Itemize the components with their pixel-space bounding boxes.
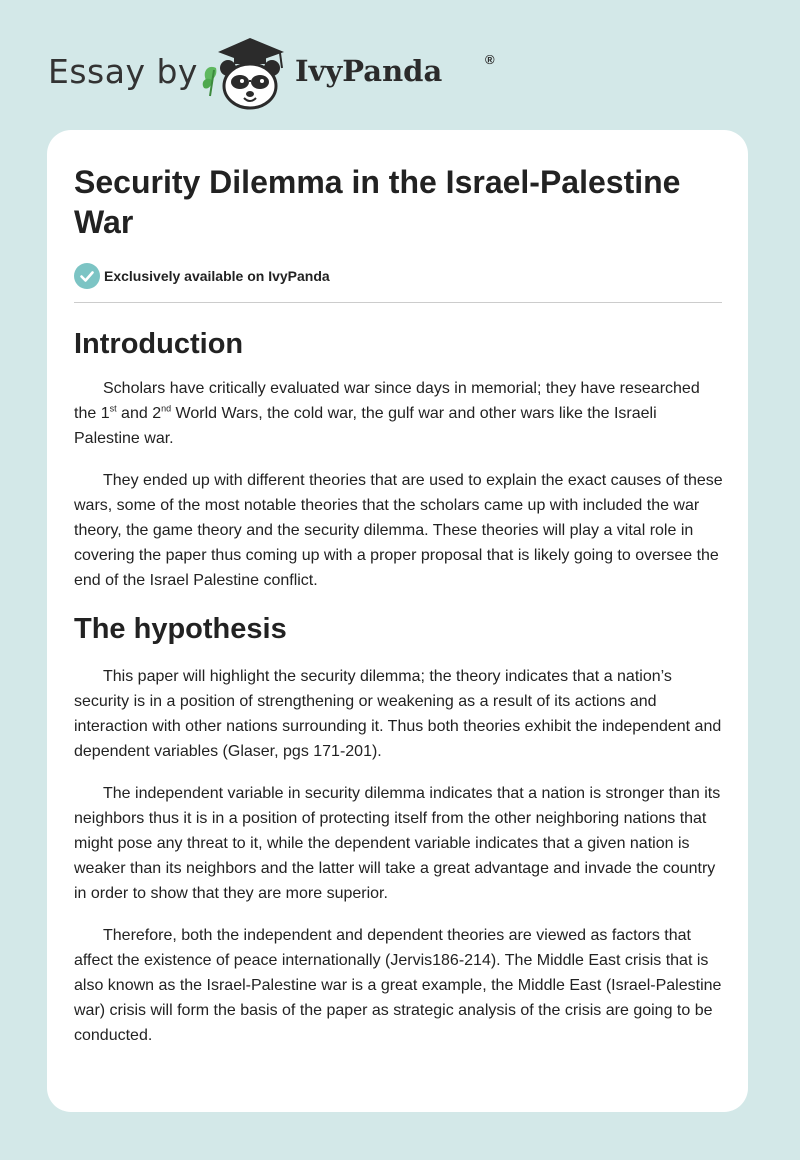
paragraph: They ended up with different theories that are used to explain the exact causes of these wars, some of the most notable theories that the scholars came up with included the war theory, the game theory and the security dilemma. These theories will play a vital role in covering the paper thus coming up with a proper proposal that is likely going to oversee the end of the Israel Palestine conflict. (74, 472, 723, 589)
check-circle-icon (74, 263, 100, 289)
essay-card (47, 130, 748, 1112)
brand-prefix: Essay by (48, 52, 198, 91)
brand-header (48, 34, 495, 114)
ordinal-suffix: nd (161, 403, 172, 414)
essay-body (74, 323, 724, 1048)
paragraph: The independent variable in security dilemma indicates that a nation is stronger than its neighbors thus it is in a position of protecting itself from the other neighboring nations that might pose any threat to it, while the dependent variable indicates that a given nation is weaker than its neighbors and the latter will take a great advantage and invade the country in order to show that they are more superior. (74, 785, 721, 902)
paragraph: Therefore, both the independent and dependent theories are viewed as factors that affect the existence of peace internationally (Jervis186-214). The Middle East crisis that is also known as the Israel-Palestine war is a great example, the Middle East (Israel-Palestine war) crisis will form the basis of the paper as strategic analysis of the crisis are going to be conducted. (74, 927, 722, 1044)
paragraph: This paper will highlight the security dilemma; the theory indicates that a nation’s security is in a position of strengthening or weakening as a result of its actions and interaction with other nations surrounding it. Thus both theories exhibit the independent and dependent variables (Glaser, pgs 171-201). (74, 668, 722, 760)
title-divider (74, 302, 722, 303)
section-heading-introduction: Introduction (74, 328, 244, 360)
registered-mark: ® (485, 52, 495, 67)
panda-graduate-logo-icon[interactable] (198, 34, 294, 112)
paragraph-text: and 2 (116, 405, 162, 422)
brand-name[interactable]: IvyPanda (295, 54, 443, 88)
paragraph (74, 376, 724, 451)
paragraph-text: World Wars, the cold war, the gulf war and other wars like the Israeli Palestine war. (74, 405, 657, 447)
ordinal-suffix: st (109, 403, 117, 414)
exclusive-badge (74, 263, 474, 289)
essay-title: Security Dilemma in the Israel-Palestine War (74, 164, 681, 240)
paragraph-text: Scholars have critically evaluated war since days in memorial; they have researched the 1 (74, 380, 700, 422)
exclusive-badge-text: Exclusively available on IvyPanda (104, 268, 330, 284)
section-heading-hypothesis: The hypothesis (74, 613, 287, 645)
